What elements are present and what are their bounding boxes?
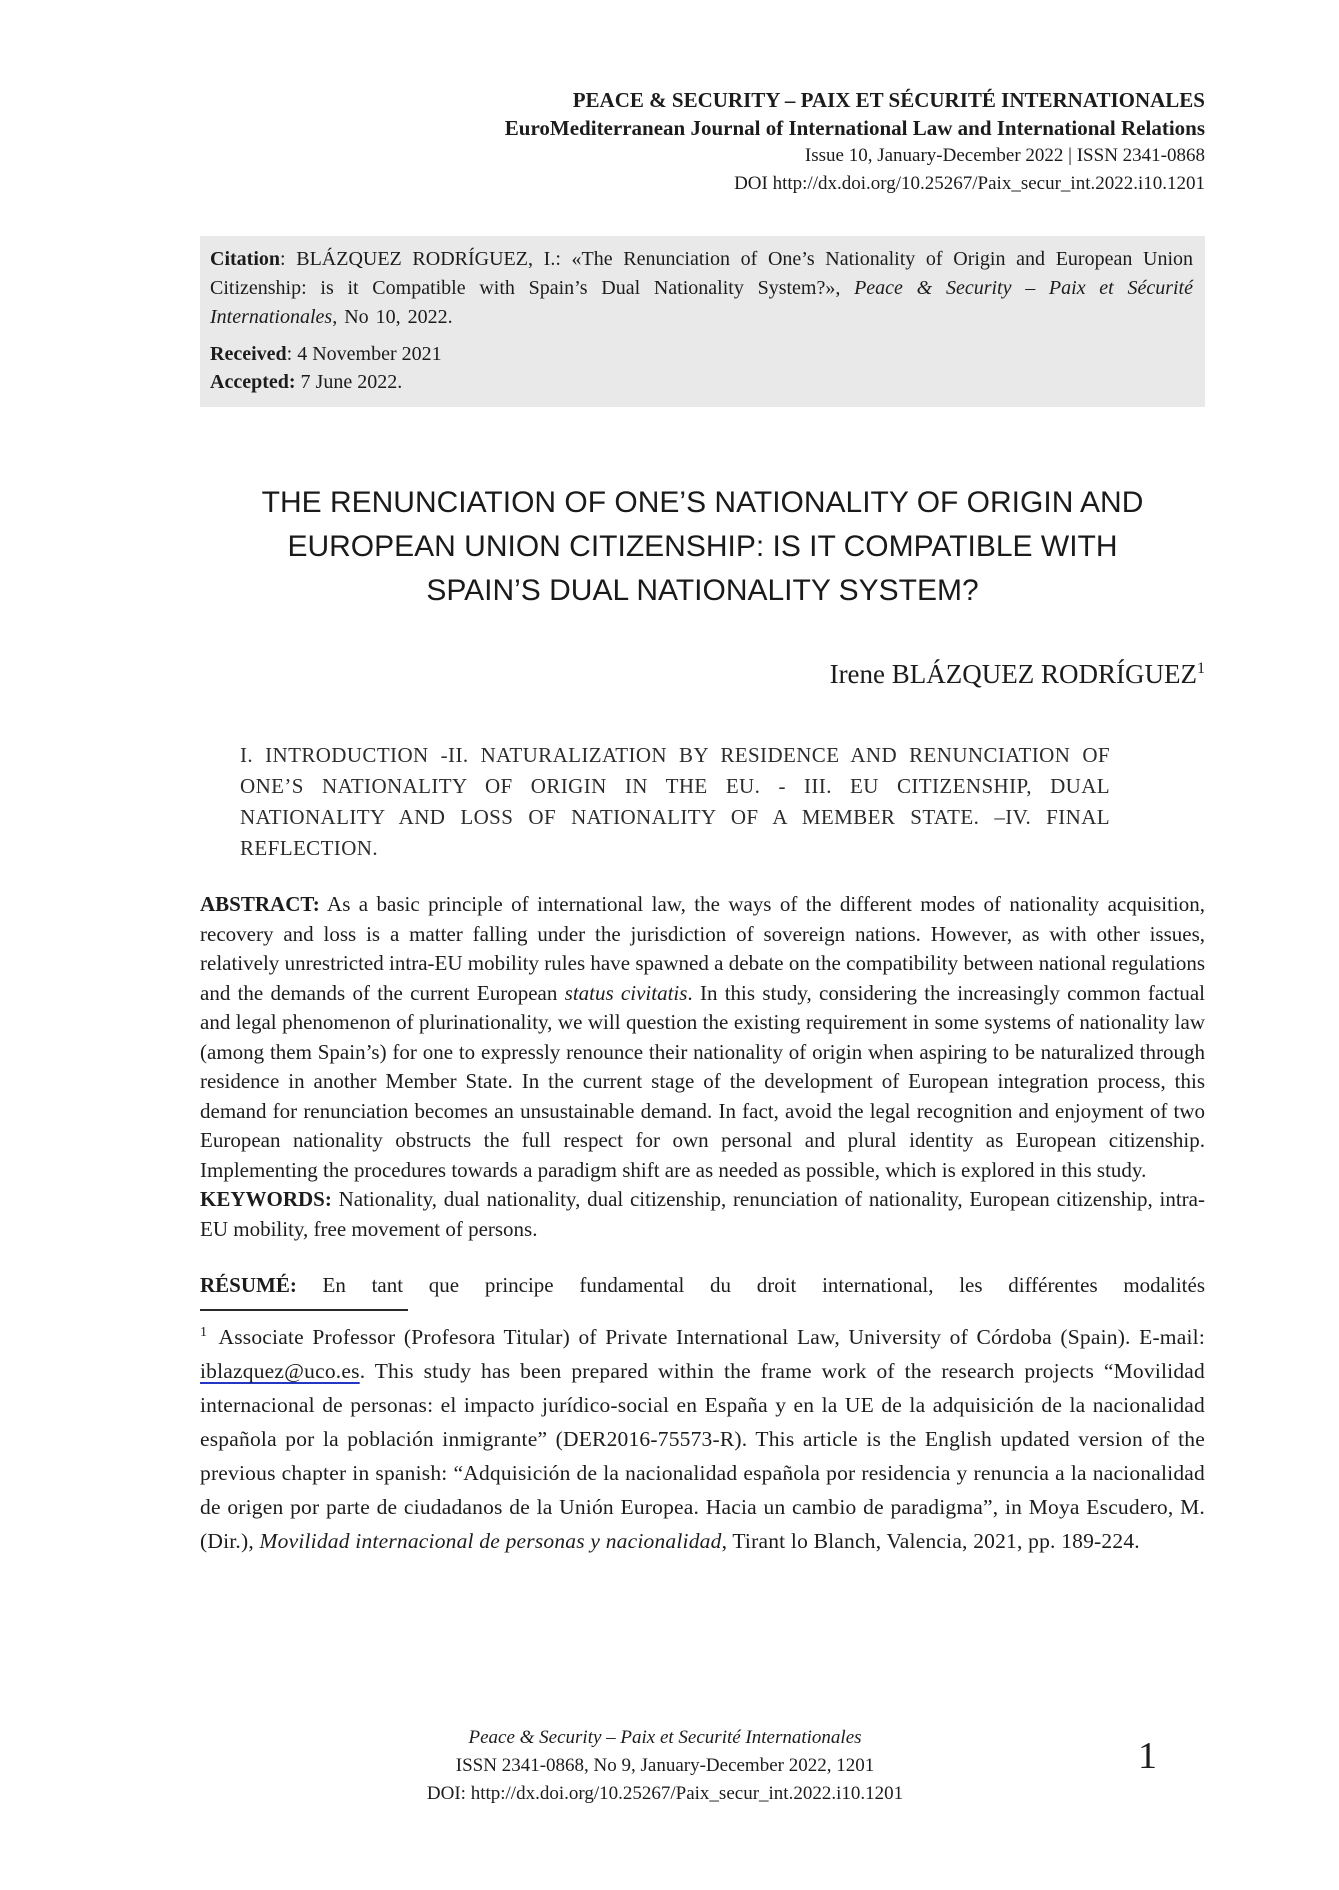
journal-issue-line: Issue 10, January-December 2022 | ISSN 2341-0868 (804, 145, 1205, 166)
footer-issn-line: ISSN 2341-0868, No 9, January-December 2022, 1201 (455, 1755, 875, 1776)
journal-doi-line: DOI http://dx.doi.org/10.25267/Paix_secur_int.2022.i10.1201 (734, 173, 1205, 194)
article-title (200, 481, 1205, 613)
accepted-line (210, 368, 1193, 396)
author-name: Irene BLÁZQUEZ RODRÍGUEZ (829, 659, 1197, 689)
keywords-text: Nationality, dual nationality, dual citizenship, renunciation of nationality, European citizenship, intra-EU mobility, free movement of persons. (200, 1187, 1205, 1241)
article-title-line-1: THE RENUNCIATION OF ONE’S NATIONALITY OF ORIGIN AND (261, 486, 1144, 519)
resume-text: En tant que principe fundamental du droit international, les différentes modalités (296, 1273, 1205, 1297)
footer-journal-name: Peace & Security – Paix et Securité Internationales (468, 1727, 862, 1748)
citation-body: : BLÁZQUEZ RODRÍGUEZ, I.: «The Renunciation of One’s Nationality of Origin and European Union Citizenship: is it Compatible with Spain’s Dual Nationality System?», (210, 248, 1193, 299)
keywords-paragraph (200, 1185, 1205, 1244)
footnote-1 (200, 1316, 1205, 1558)
journal-header (200, 86, 1205, 198)
citation-label: Citation (210, 248, 280, 270)
footnote-text-1: Associate Professor (Profesora Titular) of Private International Law, University of Córdoba (Spain). E-mail: (211, 1325, 1205, 1350)
footnote-text-3: , Tirant lo Blanch, Valencia, 2021, pp. 189-224. (721, 1529, 1140, 1554)
article-outline: I. INTRODUCTION -II. NATURALIZATION BY RESIDENCE AND RENUNCIATION OF ONE’S NATIONALITY OF ORIGIN IN THE EU. - III. EU CITIZENSHIP, DUAL NATIONALITY AND LOSS OF NATIONALITY OF A MEMBER STATE. –IV. FINAL REFLECTION. (240, 743, 1110, 860)
article-title-line-2: EUROPEAN UNION CITIZENSHIP: IS IT COMPATIBLE WITH (287, 530, 1118, 563)
abstract-text-2: . In this study, considering the increasingly common factual and legal phenomenon of plurinationality, we will question the existing requirement in some systems of nationality law (among them Spain’s) for one to expressly renounce their nationality of origin when aspiring to be naturalized through residence in another Member State. In the current stage of the development of European integration process, this demand for renunciation becomes an unsustainable demand. In fact, avoid the legal recognition and enjoyment of two European nationality obstructs the full respect for own personal and plural identity as European citizenship. Implementing the procedures towards a paradigm shift are as needed as possible, which is explored in this study. (200, 980, 1205, 1182)
citation-tail: , No 10, 2022. (332, 306, 453, 328)
journal-title: PEACE & SECURITY – PAIX ET SÉCURITÉ INTERNATIONALES (572, 88, 1205, 112)
page-footer (200, 1724, 1130, 1808)
abstract-italic-term: status civitatis (564, 980, 688, 1005)
page-number: 1 (1138, 1735, 1157, 1777)
resume-paragraph (200, 1270, 1205, 1300)
abstract-label: ABSTRACT: (200, 892, 320, 916)
journal-subtitle: EuroMediterranean Journal of International Law and International Relations (504, 116, 1205, 140)
footnote-italic-book-title: Movilidad internacional de personas y nacionalidad (259, 1529, 722, 1554)
footnote-marker: 1 (200, 1325, 208, 1340)
received-line (210, 340, 1193, 368)
citation-paragraph (210, 245, 1193, 332)
page-content (200, 0, 1205, 1558)
article-title-line-3: SPAIN’S DUAL NATIONALITY SYSTEM? (426, 574, 979, 607)
email-link[interactable]: iblazquez@uco.es (200, 1359, 360, 1384)
keywords-label: KEYWORDS: (200, 1187, 332, 1211)
author-footnote-ref: 1 (1197, 660, 1205, 677)
accepted-label: Accepted: (210, 371, 296, 393)
abstract-text-1: As a basic principle of international law, the ways of the different modes of nationality acquisition, recovery and loss is a matter falling under the jurisdiction of sovereign nations. However, as with other issues, relatively unrestricted intra-EU mobility rules have spawned a debate on the compatibility between national regulations and the demands of the current European (200, 892, 1205, 1005)
accepted-date: 7 June 2022. (295, 371, 403, 393)
footnote-text-2: . This study has been prepared within the frame work of the research projects “Movilidad internacional de personas: el impacto jurídico-social en España y en la UE de la adquisición de la nacionalidad española por la población inmigrante” (DER2016-75573-R). This article is the English updated version of the previous chapter in spanish: “Adquisición de la nacionalidad española por residencia y renuncia a la nacionalidad de origen por parte de ciudadanos de la Unión Europea. Hacia un cambio de paradigma”, in Moya Escudero, M. (Dir.), (200, 1359, 1205, 1554)
received-date: : 4 November 2021 (286, 343, 442, 365)
footnote-separator-rule (200, 1309, 408, 1311)
resume-label: RÉSUMÉ: (200, 1273, 297, 1297)
citation-box (200, 236, 1205, 407)
author-line (200, 653, 1205, 690)
citation-journal-name: Peace & Security – Paix et Sécurité Internationales (210, 277, 1193, 328)
footer-doi-line: DOI: http://dx.doi.org/10.25267/Paix_secur_int.2022.i10.1201 (426, 1783, 904, 1804)
abstract-paragraph (200, 890, 1205, 1185)
received-label: Received (210, 343, 287, 365)
